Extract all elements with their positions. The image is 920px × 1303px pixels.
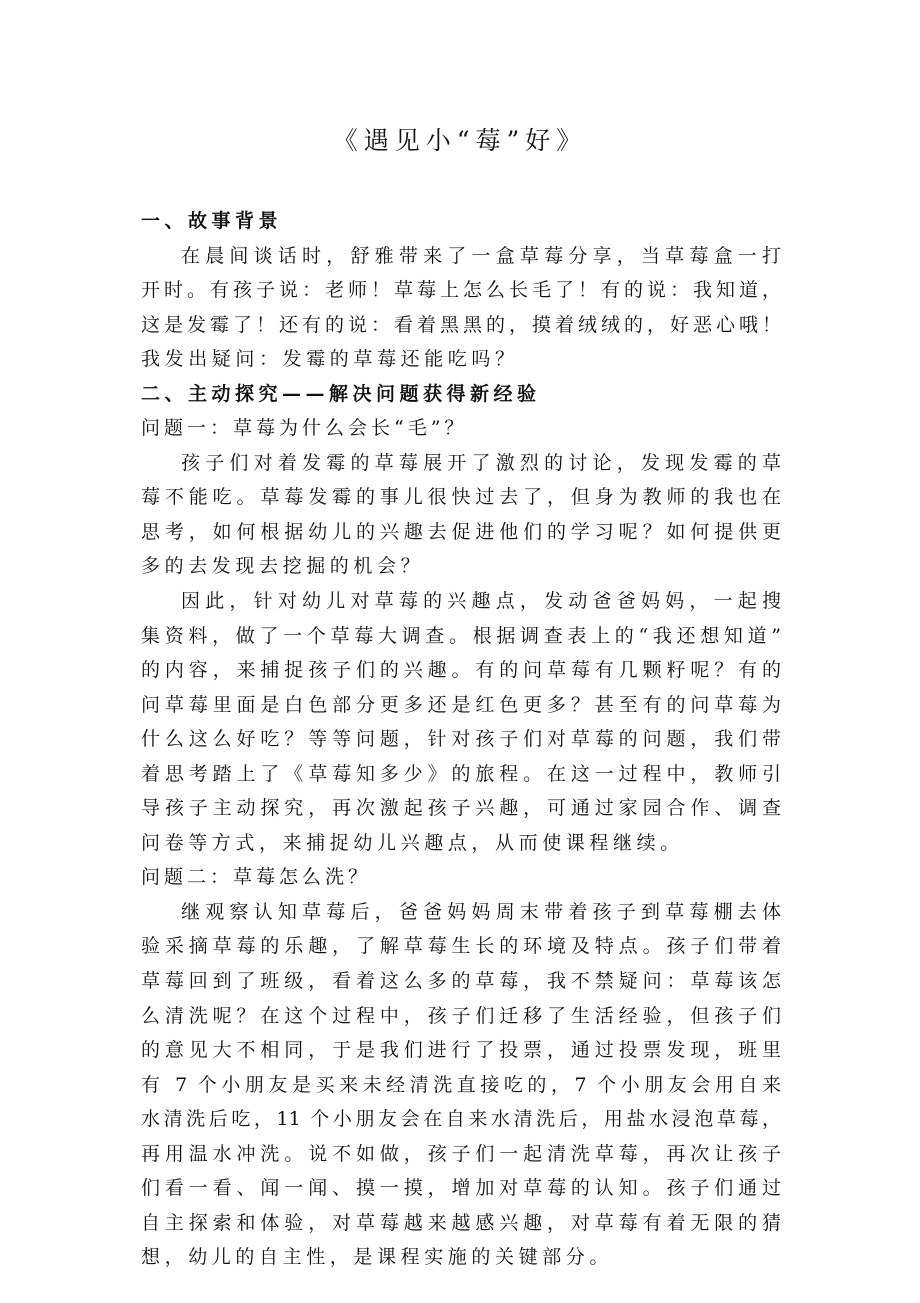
paragraph-line: 思考，如何根据幼儿的兴趣去促进他们的学习呢？如何提供更 (141, 520, 781, 543)
paragraph-line: 什么这么好吃？等等问题，针对孩子们对草莓的问题，我们带 (141, 728, 781, 751)
paragraph-discussion (141, 446, 781, 584)
paragraph-line: 这是发霉了！还有的说：看着黑黑的，摸着绒绒的，好恶心哦！ (141, 313, 781, 336)
paragraph-line: 么清洗呢？在这个过程中，孩子们迁移了生活经验，但孩子们 (141, 1004, 781, 1027)
paragraph-survey (141, 584, 781, 860)
document-title: 《遇见小“莓”好》 (332, 126, 588, 155)
paragraph-line: 开时。有孩子说：老师！草莓上怎么长毛了！有的说：我知道， (141, 279, 781, 302)
paragraph-washing (141, 895, 781, 1275)
paragraph-line: 的内容，来捕捉孩子们的兴趣。有的问草莓有几颗籽呢？有的 (141, 659, 781, 682)
paragraph-line: 自主探索和体验，对草莓越来越感兴趣，对草莓有着无限的猜 (141, 1211, 781, 1234)
paragraph-line: 想，幼儿的自主性，是课程实施的关键部分。 (141, 1246, 614, 1269)
paragraph-line: 莓不能吃。草莓发霉的事儿很快过去了，但身为教师的我也在 (141, 486, 781, 509)
paragraph-line: 水清洗后吃，11 个小朋友会在自来水清洗后，用盐水浸泡草莓， (141, 1108, 781, 1131)
section-heading-background: 一、故事背景 (141, 210, 283, 232)
question-one-heading: 问题一：草莓为什么会长“毛”？ (141, 417, 468, 440)
paragraph-line: 导孩子主动探究，再次激起孩子兴趣，可通过家园合作、调查 (141, 797, 781, 820)
paragraph-line: 们看一看、闻一闻、摸一摸，增加对草莓的认知。孩子们通过 (141, 1177, 781, 1200)
paragraph-line: 问卷等方式，来捕捉幼儿兴趣点，从而使课程继续。 (141, 831, 684, 854)
paragraph-line: 再用温水冲洗。说不如做，孩子们一起清洗草莓，再次让孩子 (141, 1142, 781, 1165)
paragraph-line: 孩子们对着发霉的草莓展开了激烈的讨论，发现发霉的草 (181, 451, 781, 474)
paragraph-line: 在晨间谈话时，舒雅带来了一盒草莓分享，当草莓盒一打 (181, 244, 781, 267)
paragraph-line: 问草莓里面是白色部分更多还是红色更多？甚至有的问草莓为 (141, 693, 781, 716)
paragraph-line: 着思考踏上了《草莓知多少》的旅程。在这一过程中，教师引 (141, 762, 781, 785)
paragraph-line: 多的去发现去挖掘的机会？ (141, 555, 425, 578)
question-two-heading: 问题二：草莓怎么洗？ (141, 866, 372, 889)
paragraph-line: 有 7 个小朋友是买来未经清洗直接吃的，7 个小朋友会用自来 (141, 1073, 781, 1096)
document-body (141, 204, 781, 1275)
section-heading-exploration: 二、主动探究——解决问题获得新经验 (141, 382, 541, 405)
paragraph-line: 继观察认知草莓后，爸爸妈妈周末带着孩子到草莓棚去体 (181, 900, 781, 923)
paragraph-line: 我发出疑问：发霉的草莓还能吃吗？ (141, 348, 519, 371)
paragraph-line: 的意见大不相同，于是我们进行了投票，通过投票发现，班里 (141, 1039, 781, 1062)
paragraph-line: 集资料，做了一个草莓大调查。根据调查表上的“我还想知道” (141, 624, 781, 647)
paragraph-line: 验采摘草莓的乐趣，了解草莓生长的环境及特点。孩子们带着 (141, 935, 781, 958)
paragraph-background (141, 239, 781, 377)
paragraph-line: 因此，针对幼儿对草莓的兴趣点，发动爸爸妈妈，一起搜 (181, 590, 781, 613)
paragraph-line: 草莓回到了班级，看着这么多的草莓，我不禁疑问：草莓该怎 (141, 970, 781, 993)
